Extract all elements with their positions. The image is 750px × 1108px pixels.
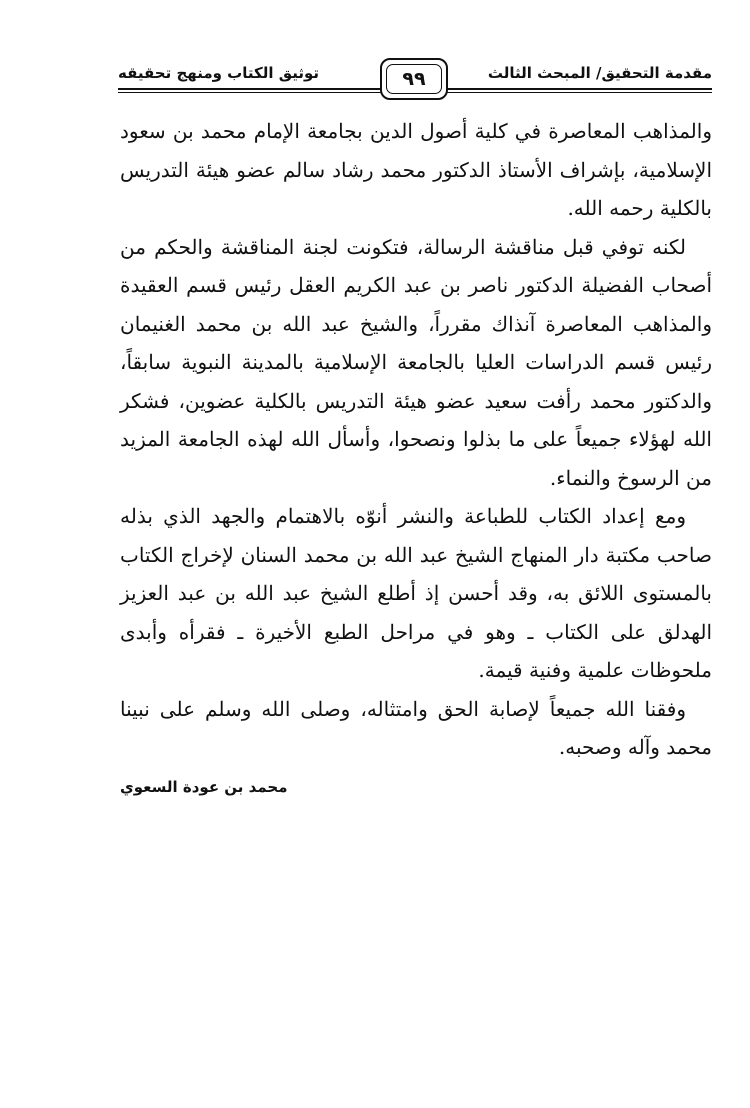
author-signature: محمد بن عودة السعوي <box>120 777 288 796</box>
header-section-title: مقدمة التحقيق/ المبحث الثالث <box>487 64 712 82</box>
page-body <box>120 112 712 805</box>
paragraph-3: ومع إعداد الكتاب للطباعة والنشر أنوّه بالاهتمام والجهد الذي بذله صاحب مكتبة دار المنهاج الشيخ عبد الله بن محمد السنان لإخراج الكتاب بالمستوى اللائق به، وقد أحسن إذ أطلع الشيخ عبد الله بن عبد العزيز الهدلق على الكتاب ـ وهو في مراحل الطبع الأخيرة ـ فقرأه وأبدى ملحوظات علمية وفنية قيمة. <box>120 504 712 682</box>
page-number: ٩٩ <box>402 68 426 90</box>
paragraph-2: لكنه توفي قبل مناقشة الرسالة، فتكونت لجنة المناقشة والحكم من أصحاب الفضيلة الدكتور ناصر بن عبد الكريم العقل رئيس قسم العقيدة والمذاهب المعاصرة آنذاك مقرراً، والشيخ عبد الله بن محمد الغنيمان رئيس قسم الدراسات العليا بالجامعة الإسلامية بالمدينة النبوية سابقاً، والدكتور محمد رأفت سعيد عضو هيئة التدريس بالكلية عضوين، فشكر الله لهؤلاء جميعاً على ما بذلوا ونصحوا، وأسأل الله لهذه الجامعة المزيد من الرسوخ والنماء. <box>120 234 712 490</box>
paragraph-1: والمذاهب المعاصرة في كلية أصول الدين بجامعة الإمام محمد بن سعود الإسلامية، بإشراف الأستاذ الدكتور محمد رشاد سالم عضو هيئة التدريس بالكلية رحمه الله. <box>120 119 712 220</box>
running-header <box>118 58 712 98</box>
page-number-frame <box>380 58 448 100</box>
paragraph-4: وفقنا الله جميعاً لإصابة الحق وامتثاله، وصلى الله وسلم على نبينا محمد وآله وصحبه. <box>120 696 712 759</box>
header-book-title: توثيق الكتاب ومنهج تحقيقه <box>118 64 320 82</box>
